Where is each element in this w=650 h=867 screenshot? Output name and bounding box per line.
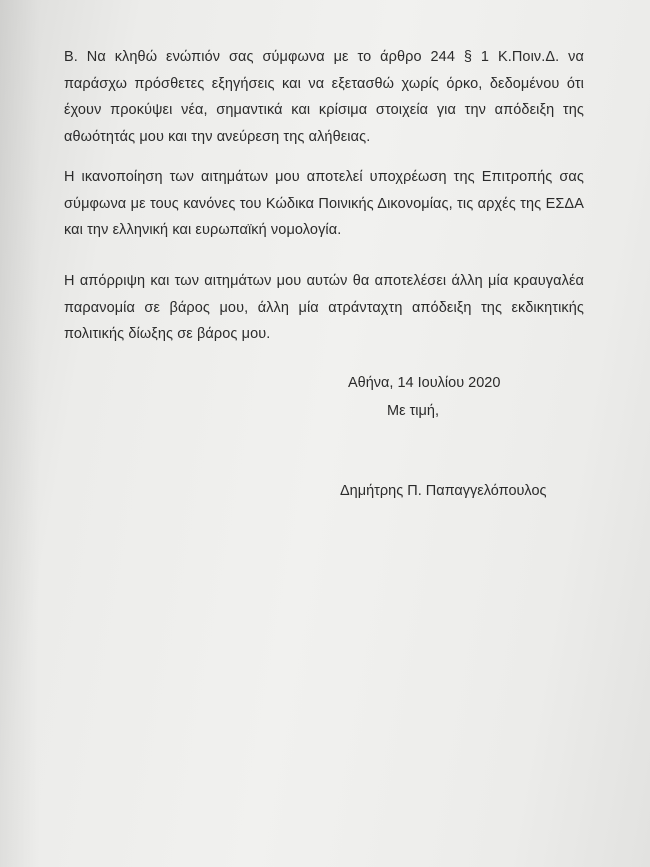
paragraph-line: παρανομία σε βάρος μου, άλλη μία ατράνταχτη απόδειξη της εκδικητικής (64, 299, 584, 316)
paragraph-rejection (64, 268, 584, 348)
paragraph-line: Β. Να κληθώ ενώπιόν σας σύμφωνα με το άρθρο 244 § 1 Κ.Ποιν.Δ. να (64, 49, 584, 65)
paragraph-obligation (64, 164, 584, 244)
paragraph-request-b (64, 44, 584, 150)
date-line: Αθήνα, 14 Ιουλίου 2020 (348, 375, 501, 391)
paragraph-line: και την ελληνική και ευρωπαϊκή νομολογία. (64, 222, 342, 238)
paragraph-line: αθωότητάς μου και την ανεύρεση της αλήθειας. (64, 128, 371, 145)
paragraph-line: Η απόρριψη και των αιτημάτων μου αυτών θα αποτελέσει άλλη μία κραυγαλέα (64, 273, 584, 289)
page-shadow (0, 0, 40, 867)
paragraph-line: παράσχω πρόσθετες εξηγήσεις και να εξετασθώ χωρίς όρκο, δεδομένου ότι (64, 75, 584, 92)
closing-regards: Με τιμή, (387, 403, 439, 419)
paragraph-line: έχουν προκύψει νέα, σημαντικά και κρίσιμα στοιχεία για την απόδειξη της (64, 102, 584, 118)
paragraph-line: Η ικανοποίηση των αιτημάτων μου αποτελεί υποχρέωση της Επιτροπής σας (64, 169, 584, 185)
paragraph-line: σύμφωνα με τους κανόνες του Κώδικα Ποινικής Δικονομίας, τις αρχές της ΕΣΔΑ (64, 195, 584, 212)
paragraph-line: πολιτικής δίωξης σε βάρος μου. (64, 326, 271, 342)
signer-name: Δημήτρης Π. Παπαγγελόπουλος (340, 483, 547, 499)
